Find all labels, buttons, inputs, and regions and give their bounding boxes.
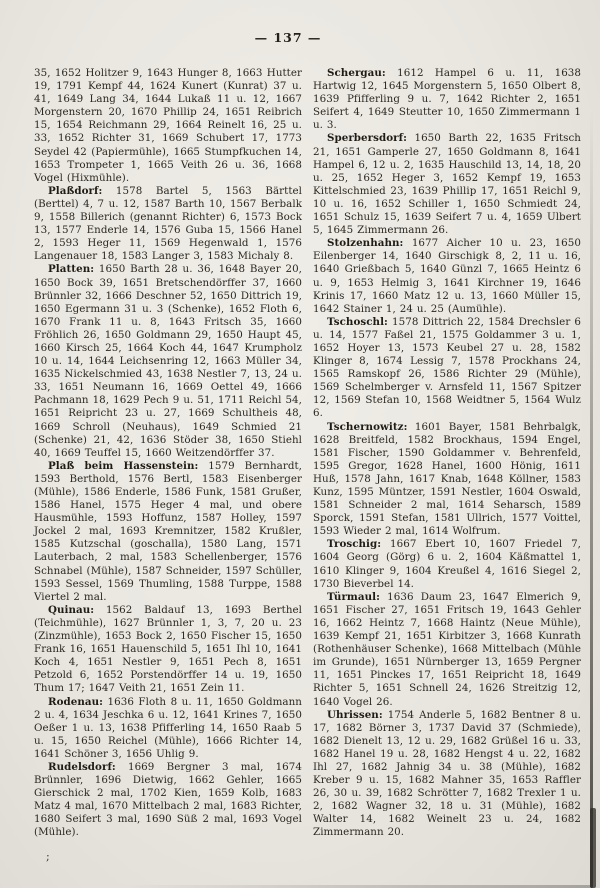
village-name: Quinau: [48,603,95,616]
entry-paragraph [34,761,302,840]
entry-text: 1754 Anderle 5, 1682 Bentner 8 u. 17, 1682 Börner 3, 1737 David 37 (Schmiede), 1682 Dienelt 13, 12 u. 29, 1682 Grüßel 16 u. 33, 1682 Hanel 19 u. 28, 1682 Hengst 4 u. 22, 1682 Ihl 27, 1682 Jahnig 34 u. 38 (Mühle), 1682 Kreber 9 u. 15, 1682 Mahner 35, 1653 Raffler 26, 30 u. 39, 1682 Schrötter 7, 1682 Trexler 1 u. 2, 1682 Wagner 32, 18 u. 31 (Mühle), 1682 Walter 14, 1682 Weinelt 23 u. 24, 1682 Zimmermann 20. [313,708,581,839]
village-name: Tschoschl: [327,315,388,328]
village-name: Uhrissen: [327,708,383,721]
village-name: Plaß beim Hassenstein: [48,459,199,472]
entry-paragraph [313,591,581,709]
text-columns [34,67,581,840]
village-name: Troschig: [327,538,382,551]
entry-text: 1650 Barth 22, 1635 Fritsch 21, 1651 Gamperle 27, 1650 Goldmann 8, 1641 Hampel 6, 12 u. 2, 1635 Hauschild 13, 14, 18, 20 u. 25, 1652 Heger 3, 1652 Kempf 19, 1653 Kittelschmied 23, 1639 Phillip 17, 1651 Reichl 9, 10 u. 16, 1652 Schiller 1, 1650 Schmiedt 24, 1651 Schulz 15, 1639 Seifert 7 u. 4, 1659 Ulbert 5, 1645 Zimmermann 26. [313,132,581,237]
entry-text: 1579 Bernhardt, 1593 Berthold, 1576 Bertl, 1583 Eisenberger (Mühle), 1586 Enderle, 1586 Funk, 1581 Grußer, 1586 Hanel, 1575 Heger 4 mal, und obere Hausmühle, 1593 Hoffunz, 1587 Holley, 1597 Jockel 2 mal, 1693 Kremnitzer, 1582 Krußler, 1585 Kutzschal (goschalla), 1580 Lang, 1571 Lauterbach, 2 mal, 1583 Schellenberger, 1576 Schnabel (Mühle), 1587 Schneider, 1597 Schüller, 1593 Sessel, 1569 Thumling, 1588 Turppe, 1588 Viertel 2 mal. [34,459,302,603]
right-column [313,67,581,840]
village-name: Platten: [48,263,95,276]
entry-paragraph [34,185,302,264]
entry-text: 1650 Barth 28 u. 36, 1648 Bayer 20, 1650 Bock 39, 1651 Bretschendörffer 37, 1660 Brünnler 32, 1666 Deschner 52, 1650 Dittrich 19, 1650 Egermann 31 u. 3 (Schenke), 1652 Floth 6, 1670 Frank 11 u. 8, 1643 Fritsch 35, 1660 Fröhlich 26, 1650 Goldmann 29, 1650 Haupt 45, 1660 Kirsch 25, 1664 Koch 44, 1647 Krumpholz 10 u. 14, 1644 Leichsenring 12, 1663 Müller 34, 1635 Nickelschmied 43, 1638 Nestler 7, 13, 24 u. 33, 1651 Neumann 16, 1669 Oettel 49, 1666 Pachmann 18, 1629 Pech 9 u. 51, 1711 Reichl 54, 1651 Reipricht 23 u. 27, 1669 Schultheis 48, 1669 Schroll (Neuhaus), 1649 Schmied 21 (Schenke) 21, 42, 1636 Stöder 38, 1650 Stiehl 40, 1669 Teuffel 15, 1660 Weitzendörffer 37. [34,263,302,459]
entry-text: 1667 Ebert 10, 1607 Friedel 7, 1604 Georg (Görg) 6 u. 2, 1604 Käßmattel 1, 1610 Klinger 9, 1604 Kreußel 4, 1616 Siegel 2, 1730 Bieverbel 14. [313,538,581,590]
entry-text: 1612 Hampel 6 u. 11, 1638 Hartwig 12, 1645 Morgenstern 5, 1650 Olbert 8, 1639 Pfifferling 9 u. 7, 1642 Richter 2, 1651 Seifert 4, 1649 Steutter 10, 1650 Zimmermann 1 u. 3. [313,67,581,132]
entry-paragraph [34,263,302,459]
entry-paragraph [313,67,581,132]
entry-paragraph [34,67,302,185]
entry-text: 1636 Floth 8 u. 11, 1650 Goldmann 2 u. 4, 1634 Jeschka 6 u. 12, 1641 Krines 7, 1650 Oeßer 1 u. 13, 1638 Pfifferling 14, 1650 Raab 5 u. 15, 1650 Reichel (Mühle), 1666 Richter 14, 1641 Schöner 3, 1656 Uhlig 9. [34,695,302,760]
page-number: — 137 — [254,30,322,45]
entry-text: 1562 Baldauf 13, 1693 Berthel (Teichmühle), 1627 Brünnler 1, 3, 7, 20 u. 23 (Zinzmühle), 1653 Bock 2, 1650 Fischer 15, 1650 Frank 16, 1651 Hauenschild 5, 1651 Ihl 10, 1641 Koch 4, 1651 Nestler 9, 1651 Pech 8, 1651 Petzold 6, 1652 Porstendörffer 14 u. 19, 1650 Thum 17; 1647 Veith 21, 1651 Zein 11. [34,603,302,695]
entry-text: 1578 Bartel 5, 1563 Bärttel (Berttel) 4, 7 u. 12, 1587 Barth 10, 1567 Berbalk 9, 1558 Billerich (genannt Richter) 6, 1573 Bock 13, 1577 Enderle 14, 1576 Guba 15, 1566 Hanel 2, 1593 Heger 11, 1569 Hegenwald 1, 1576 Langenauer 18, 1583 Langer 3, 1583 Michaly 8. [34,184,302,263]
left-column [34,67,302,840]
village-name: Plaßdorf: [48,184,103,197]
entry-paragraph [313,132,581,237]
entry-text: 1578 Dittrich 22, 1584 Drechsler 6 u. 14, 1577 Faßel 21, 1575 Goldammer 3 u. 1, 1652 Hoyer 13, 1573 Keubel 27 u. 28, 1582 Klinger 8, 1674 Lessig 7, 1578 Prockhans 24, 1565 Ramskopf 26, 1586 Richter 29 (Mühle), 1569 Schelmberger v. Arnsfeld 11, 1567 Spitzer 12, 1569 Stefan 10, 1568 Weidtner 5, 1564 Wulz 6. [313,315,581,420]
entry-text: 1636 Daum 23, 1647 Elmerich 9, 1651 Fischer 27, 1651 Fritsch 19, 1643 Gehler 16, 1662 Heintz 7, 1668 Haintz (Neue Mühle), 1639 Kempf 21, 1651 Kirbitzer 3, 1668 Kunrath (Rothenhäuser Schenke), 1668 Mittelbach (Mühle im Grunde), 1651 Nürnberger 13, 1659 Pergner 11, 1651 Pinckes 17, 1651 Reipricht 18, 1649 Richter 5, 1651 Schnell 24, 1626 Streitzig 12, 1640 Vogel 26. [313,590,581,708]
scan-edge-shadow [590,110,593,888]
entry-paragraph [34,460,302,604]
village-name: Schergau: [327,67,386,79]
entry-paragraph [34,604,302,696]
entry-paragraph [313,421,581,539]
scan-artifact: ; [46,850,50,863]
entry-text: 35, 1652 Holitzer 9, 1643 Hunger 8, 1663 Hutter 19, 1791 Kempf 44, 1624 Kunert (Kunrat) 37 u. 41, 1649 Lang 34, 1644 Lukaß 11 u. 12, 1667 Morgenstern 20, 1670 Phillip 24, 1651 Reibrich 15, 1654 Reichmann 29, 1664 Reinelt 16, 25 u. 33, 1652 Richter 31, 1669 Schubert 17, 1773 Seydel 42 (Papiermühle), 1665 Stumpfkuchen 14, 1653 Trompeter 1, 1665 Veith 26 u. 36, 1668 Vogel (Hixmühle). [34,67,302,184]
village-name: Sperbersdorf: [327,132,407,145]
entry-text: 1669 Bergner 3 mal, 1674 Brünnler, 1696 Dietwig, 1662 Gehler, 1665 Gierschick 2 mal, 1702 Kien, 1659 Kolb, 1683 Matz 4 mal, 1670 Mittelbach 2 mal, 1683 Richter, 1680 Seifert 3 mal, 1690 Süß 2 mal, 1693 Vogel (Mühle). [34,760,302,839]
village-name: Stolzenhahn: [327,237,404,250]
village-name: Rudelsdorf: [48,760,116,773]
village-name: Tschernowitz: [327,420,408,433]
village-name: Rodenau: [48,695,104,708]
entry-text: 1601 Bayer, 1581 Behrbalgk, 1628 Breitfeld, 1582 Brockhaus, 1594 Engel, 1581 Fischer, 1590 Goldammer v. Behrenfeld, 1595 Gregor, 1628 Hanel, 1600 Hönig, 1611 Huß, 1578 Jahn, 1617 Knab, 1648 Köllner, 1583 Kunz, 1595 Müntzer, 1591 Nestler, 1604 Oswald, 1581 Schneider 2 mal, 1614 Seharsch, 1589 Sporck, 1591 Stefan, 1581 Ullrich, 1577 Voittel, 1593 Wieder 2 mal, 1614 Wolfrum. [313,420,581,538]
entry-paragraph [313,709,581,840]
entry-text: 1677 Aicher 10 u. 23, 1650 Eilenberger 14, 1640 Girschigk 8, 2, 11 u. 16, 1640 Grießbach 5, 1640 Günzl 7, 1665 Heintz 6 u. 9, 1653 Helmig 3, 1641 Kirchner 19, 1646 Krinis 17, 1660 Matz 12 u. 13, 1660 Müller 15, 1642 Stainer 1, 24 u. 25 (Aumühle). [313,237,581,315]
entry-paragraph [313,316,581,421]
entry-paragraph [34,696,302,761]
village-name: Türmaul: [327,590,380,603]
entry-paragraph [313,538,581,590]
entry-paragraph [313,237,581,316]
scan-edge-shadow-bottom [590,808,596,888]
